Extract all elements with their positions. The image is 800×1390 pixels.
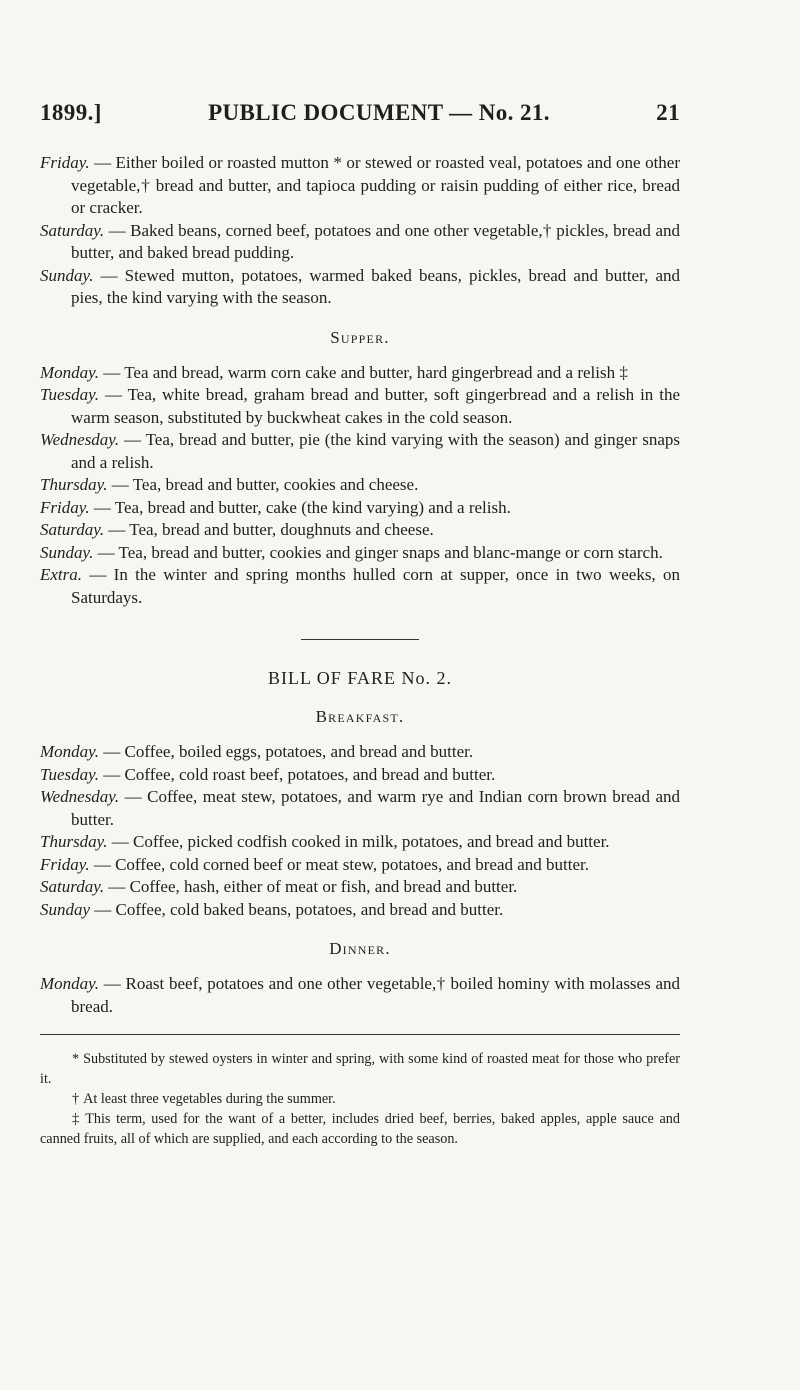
menu-entry	[40, 497, 680, 520]
menu-entry	[40, 474, 680, 497]
footnote-mark: ‡	[72, 1111, 82, 1127]
entry-day: Thursday.	[40, 475, 108, 494]
menu-entry	[40, 786, 680, 831]
entry-text: — Coffee, hash, either of meat or fish, and bread and butter.	[104, 877, 518, 896]
page-number: 21	[656, 100, 680, 125]
breakfast-heading: Breakfast.	[315, 707, 405, 726]
footnote-text: This term, used for the want of a better, includes dried beef, berries, baked apples, apple sauce and canned fruits, all of which are supplied, and each according to the season.	[40, 1111, 680, 1147]
breakfast-section	[40, 741, 680, 921]
entry-day: Saturday.	[40, 877, 105, 896]
footnote-mark: *	[72, 1051, 80, 1067]
entry-day: Extra.	[40, 565, 83, 584]
entry-text: — Roast beef, potatoes and one other vegetable,† boiled hominy with molasses and bread.	[71, 974, 680, 1016]
entry-day: Friday.	[40, 153, 90, 172]
footnote	[40, 1089, 680, 1109]
entry-day: Sunday.	[40, 265, 94, 285]
entry-text: — Tea, bread and butter, cookies and cheese.	[107, 475, 419, 494]
menu-entry	[40, 741, 680, 764]
entry-text: — Tea, bread and butter, pie (the kind varying with the season) and ginger snaps and a relish.	[71, 430, 680, 472]
footnote-text: At least three vegetables during the summer.	[83, 1091, 336, 1107]
menu-entry	[40, 564, 680, 609]
menu-entry	[40, 973, 680, 1018]
footnote	[40, 1109, 680, 1149]
entry-text: — Tea, white bread, graham bread and butter, soft gingerbread and a relish in the warm season, substituted by buckwheat cakes in the cold season.	[71, 385, 680, 427]
entry-text: — Coffee, picked codfish cooked in milk, potatoes, and bread and butter.	[107, 832, 610, 851]
entry-day: Thursday.	[40, 832, 108, 851]
dinner-heading: Dinner.	[329, 939, 391, 958]
entry-day: Monday.	[40, 742, 100, 761]
menu-entry	[40, 542, 680, 565]
entry-text: — Coffee, cold roast beef, potatoes, and bread and butter.	[99, 764, 496, 784]
entry-day: Sunday	[40, 899, 91, 919]
entry-text: — In the winter and spring months hulled corn at supper, once in two weeks, on Saturdays.	[71, 565, 680, 607]
bill-of-fare-title: BILL OF FARE No. 2.	[267, 668, 452, 688]
entry-text: — Tea, bread and butter, cake (the kind varying) and a relish.	[89, 497, 511, 517]
footnote-divider	[40, 1034, 680, 1035]
section-divider	[301, 639, 419, 640]
dinner-continued-section	[40, 152, 680, 310]
entry-text: — Tea and bread, warm corn cake and butter, hard gingerbread and a relish ‡	[99, 362, 628, 382]
entry-text: — Baked beans, corned beef, potatoes and one other vegetable,† pickles, bread and butter, and baked bread pudding.	[71, 220, 680, 262]
entry-day: Friday.	[40, 854, 90, 874]
entry-text: — Tea, bread and butter, doughnuts and cheese.	[104, 520, 434, 539]
entry-day: Sunday.	[40, 542, 94, 562]
entry-text: — Stewed mutton, potatoes, warmed baked beans, pickles, bread and butter, and pies, the kind varying with the season.	[71, 265, 680, 307]
entry-text: — Either boiled or roasted mutton * or stewed or roasted veal, potatoes and one other vegetable,† bread and butter, and tapioca pudding or raisin pudding of either rice, bread or cracker.	[71, 153, 680, 217]
entry-text: — Coffee, boiled eggs, potatoes, and bread and butter.	[99, 742, 474, 761]
entry-day: Monday.	[40, 362, 100, 382]
header-title: PUBLIC DOCUMENT — No. 21.	[208, 100, 550, 125]
entry-text: — Coffee, meat stew, potatoes, and warm rye and Indian corn brown bread and butter.	[71, 787, 680, 829]
menu-entry	[40, 519, 680, 542]
entry-text: — Tea, bread and butter, cookies and ginger snaps and blanc-mange or corn starch.	[93, 542, 663, 562]
menu-entry	[40, 854, 680, 877]
header-year: 1899.]	[40, 100, 102, 125]
menu-entry	[40, 152, 680, 220]
entry-text: — Coffee, cold baked beans, potatoes, and bread and butter.	[90, 899, 504, 919]
supper-section	[40, 362, 680, 610]
entry-day: Tuesday.	[40, 385, 100, 404]
entry-day: Wednesday.	[40, 787, 120, 806]
running-header	[40, 100, 680, 126]
menu-entry	[40, 429, 680, 474]
menu-entry	[40, 876, 680, 899]
entry-day: Saturday.	[40, 220, 105, 240]
document-page	[40, 100, 680, 1149]
entry-day: Wednesday.	[40, 430, 120, 449]
menu-entry	[40, 265, 680, 310]
entry-day: Tuesday.	[40, 764, 100, 784]
entry-text: — Coffee, cold corned beef or meat stew, potatoes, and bread and butter.	[89, 854, 590, 874]
menu-entry	[40, 831, 680, 854]
entry-day: Saturday.	[40, 520, 105, 539]
menu-entry	[40, 764, 680, 787]
footnote	[40, 1049, 680, 1089]
menu-entry	[40, 899, 680, 922]
dinner-section	[40, 973, 680, 1018]
entry-day: Friday.	[40, 497, 90, 517]
footnotes	[40, 1049, 680, 1149]
footnote-mark: †	[72, 1091, 80, 1107]
entry-day: Monday.	[40, 974, 100, 993]
supper-heading: Supper.	[330, 327, 390, 347]
menu-entry	[40, 362, 680, 385]
menu-entry	[40, 384, 680, 429]
menu-entry	[40, 220, 680, 265]
footnote-text: Substituted by stewed oysters in winter and spring, with some kind of roasted meat for those who prefer it.	[40, 1051, 680, 1087]
